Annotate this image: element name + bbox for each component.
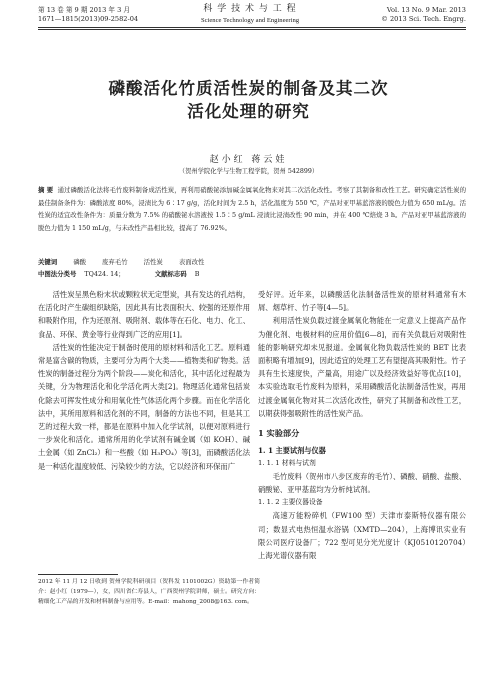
body-paragraph: 受好评。近年来，以磷酸活化法制备活性炭的原材料通常有木屑、烟草杆、竹子等[4—5]。 — [258, 290, 466, 313]
article-title-line2: 活化处理的研究 — [187, 102, 310, 121]
abstract — [38, 184, 466, 234]
keyword: 废弃毛竹 — [102, 258, 128, 266]
classification-line — [38, 268, 466, 280]
section-heading: 1 实验部分 — [258, 428, 300, 439]
abstract-label: 摘 要 — [38, 186, 54, 194]
keyword: 磷酸 — [73, 258, 86, 266]
journal-volume-en: Vol. 13 No. 9 Mar. 2013 — [386, 6, 466, 14]
header-rule — [38, 27, 466, 28]
footnote: 2012 年 11 月 12 日收到 贺州学院科研项目（贺科发 1101002G）资助第一作者简介：赵小红（1979—），女，四川省仁寿县人，广西贺州学院讲师，硕士。研究方向：精细化工产品的开发和材料制备与应用等。E-mail：mahong_2008@163. com。 — [38, 579, 260, 605]
body-paragraph: 利用活性炭负载过渡金属氧化物能在一定意义上提高产品作为催化剂、电极材料的应用价值[6—8]，而有关负载后对吸附性能的影响研究却未见报道。金属氧化物负载活性炭的 BET 比表面积略有增加[9]，因此适宜的处理工艺有望提高其吸附性。竹子具有生长速度快，产量高，用途广以及经济效益好等优点[10]，本实验选取毛竹废料为原料，采用磷酸活化法制备活性炭，再用过渡金属氧化物对其二次活化改性，研究了其制备和改性工艺，以期获得强吸附性的活性炭产品。 — [258, 316, 466, 418]
keywords-line — [38, 256, 466, 268]
clc-label: 中图法分类号 — [38, 270, 77, 278]
right-column — [258, 288, 466, 562]
copyright-line: © 2013 Sci. Tech. Engrg. — [381, 15, 466, 23]
footnote-rule — [38, 574, 118, 575]
keyword: 表面改性 — [178, 258, 205, 266]
journal-title-cn: 科 学 技 术 与 工 程 — [203, 4, 297, 14]
doc-code-value: B — [194, 270, 200, 278]
clc-value: TQ424. 14； — [84, 270, 125, 278]
subsection-heading: 1. 1 主要试剂与仪器 — [258, 446, 326, 456]
keyword: 活性炭 — [143, 258, 163, 266]
journal-title-en: Science Technology and Engineering — [200, 17, 300, 24]
body-paragraph: 高速万能粉碎机（FW100 型）天津市泰斯特仪器有限公司；数显式电热恒温水浴锅（XMTD—204），上海博讯实业有限公司医疗设备厂；722 型可见分光光度计（KJ0510120704）上海光谱仪器有限 — [258, 511, 466, 561]
left-column — [38, 288, 250, 473]
body-paragraph: 活性炭呈黑色粉末状或颗粒状无定型炭，具有发达的孔结构，在活化时产生碳组织缺陷，因此具有比表面积大、较强的还原作用和吸附作用，作为还原剂、吸附剂、载体等在石化、电力、化工、食品、环保、黄金等行业得到广泛的应用[1]。 — [38, 290, 250, 339]
article-title-line1: 磷酸活化竹质活性炭的制备及其二次 — [108, 79, 389, 98]
authors: 赵小红 蒋云娃 — [209, 155, 288, 165]
doc-code-label: 文献标志码 — [154, 270, 187, 278]
abstract-text: 通过磷酸活化法将毛竹废料制备成活性炭，再利用硝酸铋添加碱金属氧化物来对其二次活化改性。考察了其制备和改性工艺。研究确定活性炭的最佳制备条件为：磷酸浓度 80%，浸渍比为 6∶17 g/g，活化时间为 2.5 h，活化温度为 550 ℃，产品对亚甲基蓝溶液的脱色力值为 650 mL/g。活性炭的适宜改性条件为：质量分数为 7.5% 的硝酸铋水溶液按 1.5∶5 g/mL 浸渍比浸渍改性 90 min，并在 400 ℃焙烧 3 h。产品对亚甲基蓝溶液的脱色力值为 1 150 mL/g，与未改性产品相比较，提高了 76.92%。 — [38, 186, 466, 232]
body-paragraph: 毛竹废料（贺州市八步区废弃的毛竹）、磷酸、硝酸、盐酸、硝酸铋、亚甲基蓝均为分析纯试剂。 — [258, 472, 466, 495]
article-number: 1671—1815(2013)09-2582-04 — [38, 15, 139, 23]
keywords-label: 关键词 — [38, 258, 58, 266]
subsubsection-heading: 1. 1. 2 主要仪器设备 — [258, 498, 323, 507]
subsubsection-heading: 1. 1. 1 材料与试剂 — [258, 459, 316, 468]
affiliation: （贺州学院化学与生物工程学院，贺州 542899） — [178, 168, 319, 175]
journal-volume-info: 第 13 卷 第 9 期 2013 年 3 月 — [38, 6, 130, 14]
header-rule-second — [38, 29, 466, 30]
body-paragraph: 活性炭的性能决定于制备时使用的原材料和活化工艺。原料通常是富含碳的物质，主要可分为两个大类——植物类和矿物类。活性炭的制备过程分为两个阶段——炭化和活化，其中活化过程最为关键，分为物理活化和化学活化两大类[2]。物理活化通常包括炭化除去可挥发性成分和用氧化性气体活化两个步骤。而在化学活化法中，其所用原料和活化剂的不同，制备的方法也不同，但是其工艺的过程大致一样，都是在原料中加入化学试剂，以便对原料进行一步炭化和活化。通常所用的化学试剂有碱金属（如 KOH）、碱土金属（如 ZnCl₂）和一些酸（如 H₃PO₄）等[3]，而磷酸活化法是一种活化温度较低、污染较少的方法，它以经济和环保而广 — [38, 342, 250, 471]
